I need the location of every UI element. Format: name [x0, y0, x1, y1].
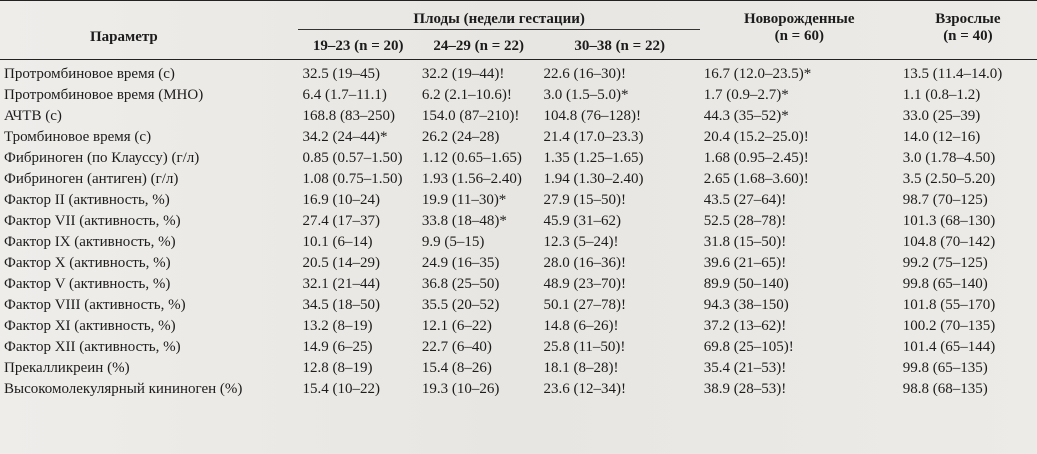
cell-value: 101.3 (68–130): [902, 213, 996, 229]
cell-value: 31.8 (15–50)!: [703, 234, 787, 250]
cell-value: 20.5 (14–29): [302, 255, 380, 271]
header-adult-line1: Взрослые: [935, 11, 1001, 27]
table-body: [0, 64, 1037, 400]
cell-value: 20.4 (15.2–25.0)!: [703, 129, 809, 145]
cell-value: 104.8 (70–142): [902, 234, 996, 250]
table-row: [0, 64, 1037, 85]
cell-value: 16.7 (12.0–23.5)*: [703, 66, 812, 82]
cell-value: 32.1 (21–44): [302, 276, 380, 292]
row-parameter: Фибриноген (антиген) (г/л): [4, 171, 179, 187]
table-row: [0, 211, 1037, 232]
row-parameter: Тромбиновое время (с): [4, 129, 152, 145]
table-row: [0, 190, 1037, 211]
cell-value: 36.8 (25–50): [421, 276, 500, 292]
table-row: [0, 295, 1037, 316]
cell-value: 15.4 (8–26): [421, 360, 492, 376]
cell-value: 52.5 (28–78)!: [703, 213, 787, 229]
row-parameter: Фибриноген (по Клауссу) (г/л): [4, 150, 200, 166]
cell-value: 26.2 (24–28): [421, 129, 500, 145]
table-row: [0, 274, 1037, 295]
cell-value: 99.8 (65–140): [902, 276, 988, 292]
cell-value: 104.8 (76–128)!: [543, 108, 641, 124]
cell-value: 6.2 (2.1–10.6)!: [421, 87, 512, 103]
cell-value: 98.7 (70–125): [902, 192, 988, 208]
cell-value: 34.2 (24–44)*: [302, 129, 388, 145]
cell-value: 6.4 (1.7–11.1): [302, 87, 387, 103]
cell-value: 23.6 (12–34)!: [543, 381, 626, 397]
row-parameter: Фактор V (активность, %): [4, 276, 171, 292]
table-row: [0, 85, 1037, 106]
cell-value: 14.9 (6–25): [302, 339, 373, 355]
cell-value: 15.4 (10–22): [302, 381, 380, 397]
cell-value: 3.0 (1.78–4.50): [902, 150, 996, 166]
cell-value: 12.8 (8–19): [302, 360, 373, 376]
header-adult-line2: (n = 40): [943, 28, 993, 44]
table-row: [0, 169, 1037, 190]
cell-value: 18.1 (8–28)!: [543, 360, 619, 376]
header-newborn-line2: (n = 60): [774, 28, 824, 44]
table-row: [0, 148, 1037, 169]
cell-value: 35.4 (21–53)!: [703, 360, 787, 376]
cell-value: 16.9 (10–24): [302, 192, 380, 208]
cell-value: 38.9 (28–53)!: [703, 381, 787, 397]
cell-value: 1.93 (1.56–2.40): [421, 171, 522, 187]
row-parameter: Высокомолекулярный кининоген (%): [4, 381, 243, 397]
table-row: [0, 253, 1037, 274]
cell-value: 9.9 (5–15): [421, 234, 485, 250]
cell-value: 33.0 (25–39): [902, 108, 981, 124]
header-fetus-group: Плоды (недели гестации): [413, 11, 585, 27]
cell-value: 3.5 (2.50–5.20): [902, 171, 996, 187]
cell-value: 43.5 (27–64)!: [703, 192, 787, 208]
row-parameter: Фактор VIII (активность, %): [4, 297, 186, 313]
cell-value: 45.9 (31–62): [543, 213, 621, 229]
cell-value: 100.2 (70–135): [902, 318, 996, 334]
cell-value: 1.7 (0.9–2.7)*: [703, 87, 789, 103]
cell-value: 154.0 (87–210)!: [421, 108, 520, 124]
row-parameter: Фактор IX (активность, %): [4, 234, 176, 250]
cell-value: 69.8 (25–105)!: [703, 339, 794, 355]
cell-value: 101.4 (65–144): [902, 339, 996, 355]
row-parameter: Фактор XII (активность, %): [4, 339, 181, 355]
cell-value: 1.12 (0.65–1.65): [421, 150, 522, 166]
row-parameter: Прекалликреин (%): [4, 360, 130, 376]
cell-value: 1.68 (0.95–2.45)!: [703, 150, 809, 166]
header-newborn: [700, 1, 899, 60]
cell-value: 28.0 (16–36)!: [543, 255, 626, 271]
row-parameter: Протромбиновое время (МНО): [4, 87, 204, 103]
table-row: [0, 337, 1037, 358]
cell-value: 13.5 (11.4–14.0): [902, 66, 1003, 82]
row-parameter: АЧТВ (с): [4, 108, 62, 124]
cell-value: 12.1 (6–22): [421, 318, 492, 334]
cell-value: 89.9 (50–140): [703, 276, 789, 292]
cell-value: 14.0 (12–16): [902, 129, 981, 145]
header-gest-19-23: 19–23 (n = 20): [298, 30, 417, 60]
cell-value: 99.8 (65–135): [902, 360, 988, 376]
cell-value: 34.5 (18–50): [302, 297, 380, 313]
cell-value: 1.35 (1.25–1.65): [543, 150, 644, 166]
table-row: [0, 232, 1037, 253]
table-row: [0, 106, 1037, 127]
cell-value: 24.9 (16–35): [421, 255, 500, 271]
table-row: [0, 358, 1037, 379]
cell-value: 39.6 (21–65)!: [703, 255, 787, 271]
header-parameter: Параметр: [90, 29, 158, 45]
cell-value: 101.8 (55–170): [902, 297, 996, 313]
row-parameter: Протромбиновое время (с): [4, 66, 175, 82]
table-row: [0, 379, 1037, 400]
cell-value: 27.4 (17–37): [302, 213, 380, 229]
cell-value: 1.94 (1.30–2.40): [543, 171, 644, 187]
row-parameter: Фактор X (активность, %): [4, 255, 171, 271]
table-row: [0, 316, 1037, 337]
cell-value: 22.6 (16–30)!: [543, 66, 626, 82]
cell-value: 33.8 (18–48)*: [421, 213, 507, 229]
row-parameter: Фактор XI (активность, %): [4, 318, 176, 334]
cell-value: 22.7 (6–40): [421, 339, 492, 355]
row-parameter: Фактор II (активность, %): [4, 192, 170, 208]
header-gest-24-29: 24–29 (n = 22): [418, 30, 540, 60]
cell-value: 94.3 (38–150): [703, 297, 789, 313]
cell-value: 99.2 (75–125): [902, 255, 988, 271]
table-row: [0, 127, 1037, 148]
header-gest-30-38: 30–38 (n = 22): [539, 30, 699, 60]
cell-value: 0.85 (0.57–1.50): [302, 150, 403, 166]
cell-value: 50.1 (27–78)!: [543, 297, 626, 313]
cell-value: 19.3 (10–26): [421, 381, 500, 397]
cell-value: 2.65 (1.68–3.60)!: [703, 171, 809, 187]
cell-value: 3.0 (1.5–5.0)*: [543, 87, 629, 103]
header-adult: [899, 1, 1037, 60]
cell-value: 48.9 (23–70)!: [543, 276, 626, 292]
cell-value: 14.8 (6–26)!: [543, 318, 619, 334]
cell-value: 21.4 (17.0–23.3): [543, 129, 644, 145]
cell-value: 10.1 (6–14): [302, 234, 373, 250]
cell-value: 1.08 (0.75–1.50): [302, 171, 403, 187]
cell-value: 32.2 (19–44)!: [421, 66, 505, 82]
cell-value: 19.9 (11–30)*: [421, 192, 507, 208]
cell-value: 27.9 (15–50)!: [543, 192, 626, 208]
cell-value: 168.8 (83–250): [302, 108, 395, 124]
cell-value: 25.8 (11–50)!: [543, 339, 626, 355]
cell-value: 13.2 (8–19): [302, 318, 373, 334]
cell-value: 12.3 (5–24)!: [543, 234, 619, 250]
cell-value: 98.8 (68–135): [902, 381, 988, 397]
cell-value: 1.1 (0.8–1.2): [902, 87, 981, 103]
header-newborn-line1: Новорожденные: [744, 11, 855, 27]
cell-value: 44.3 (35–52)*: [703, 108, 789, 124]
cell-value: 37.2 (13–62)!: [703, 318, 787, 334]
cell-value: 32.5 (19–45): [302, 66, 380, 82]
cell-value: 35.5 (20–52): [421, 297, 500, 313]
row-parameter: Фактор VII (активность, %): [4, 213, 181, 229]
